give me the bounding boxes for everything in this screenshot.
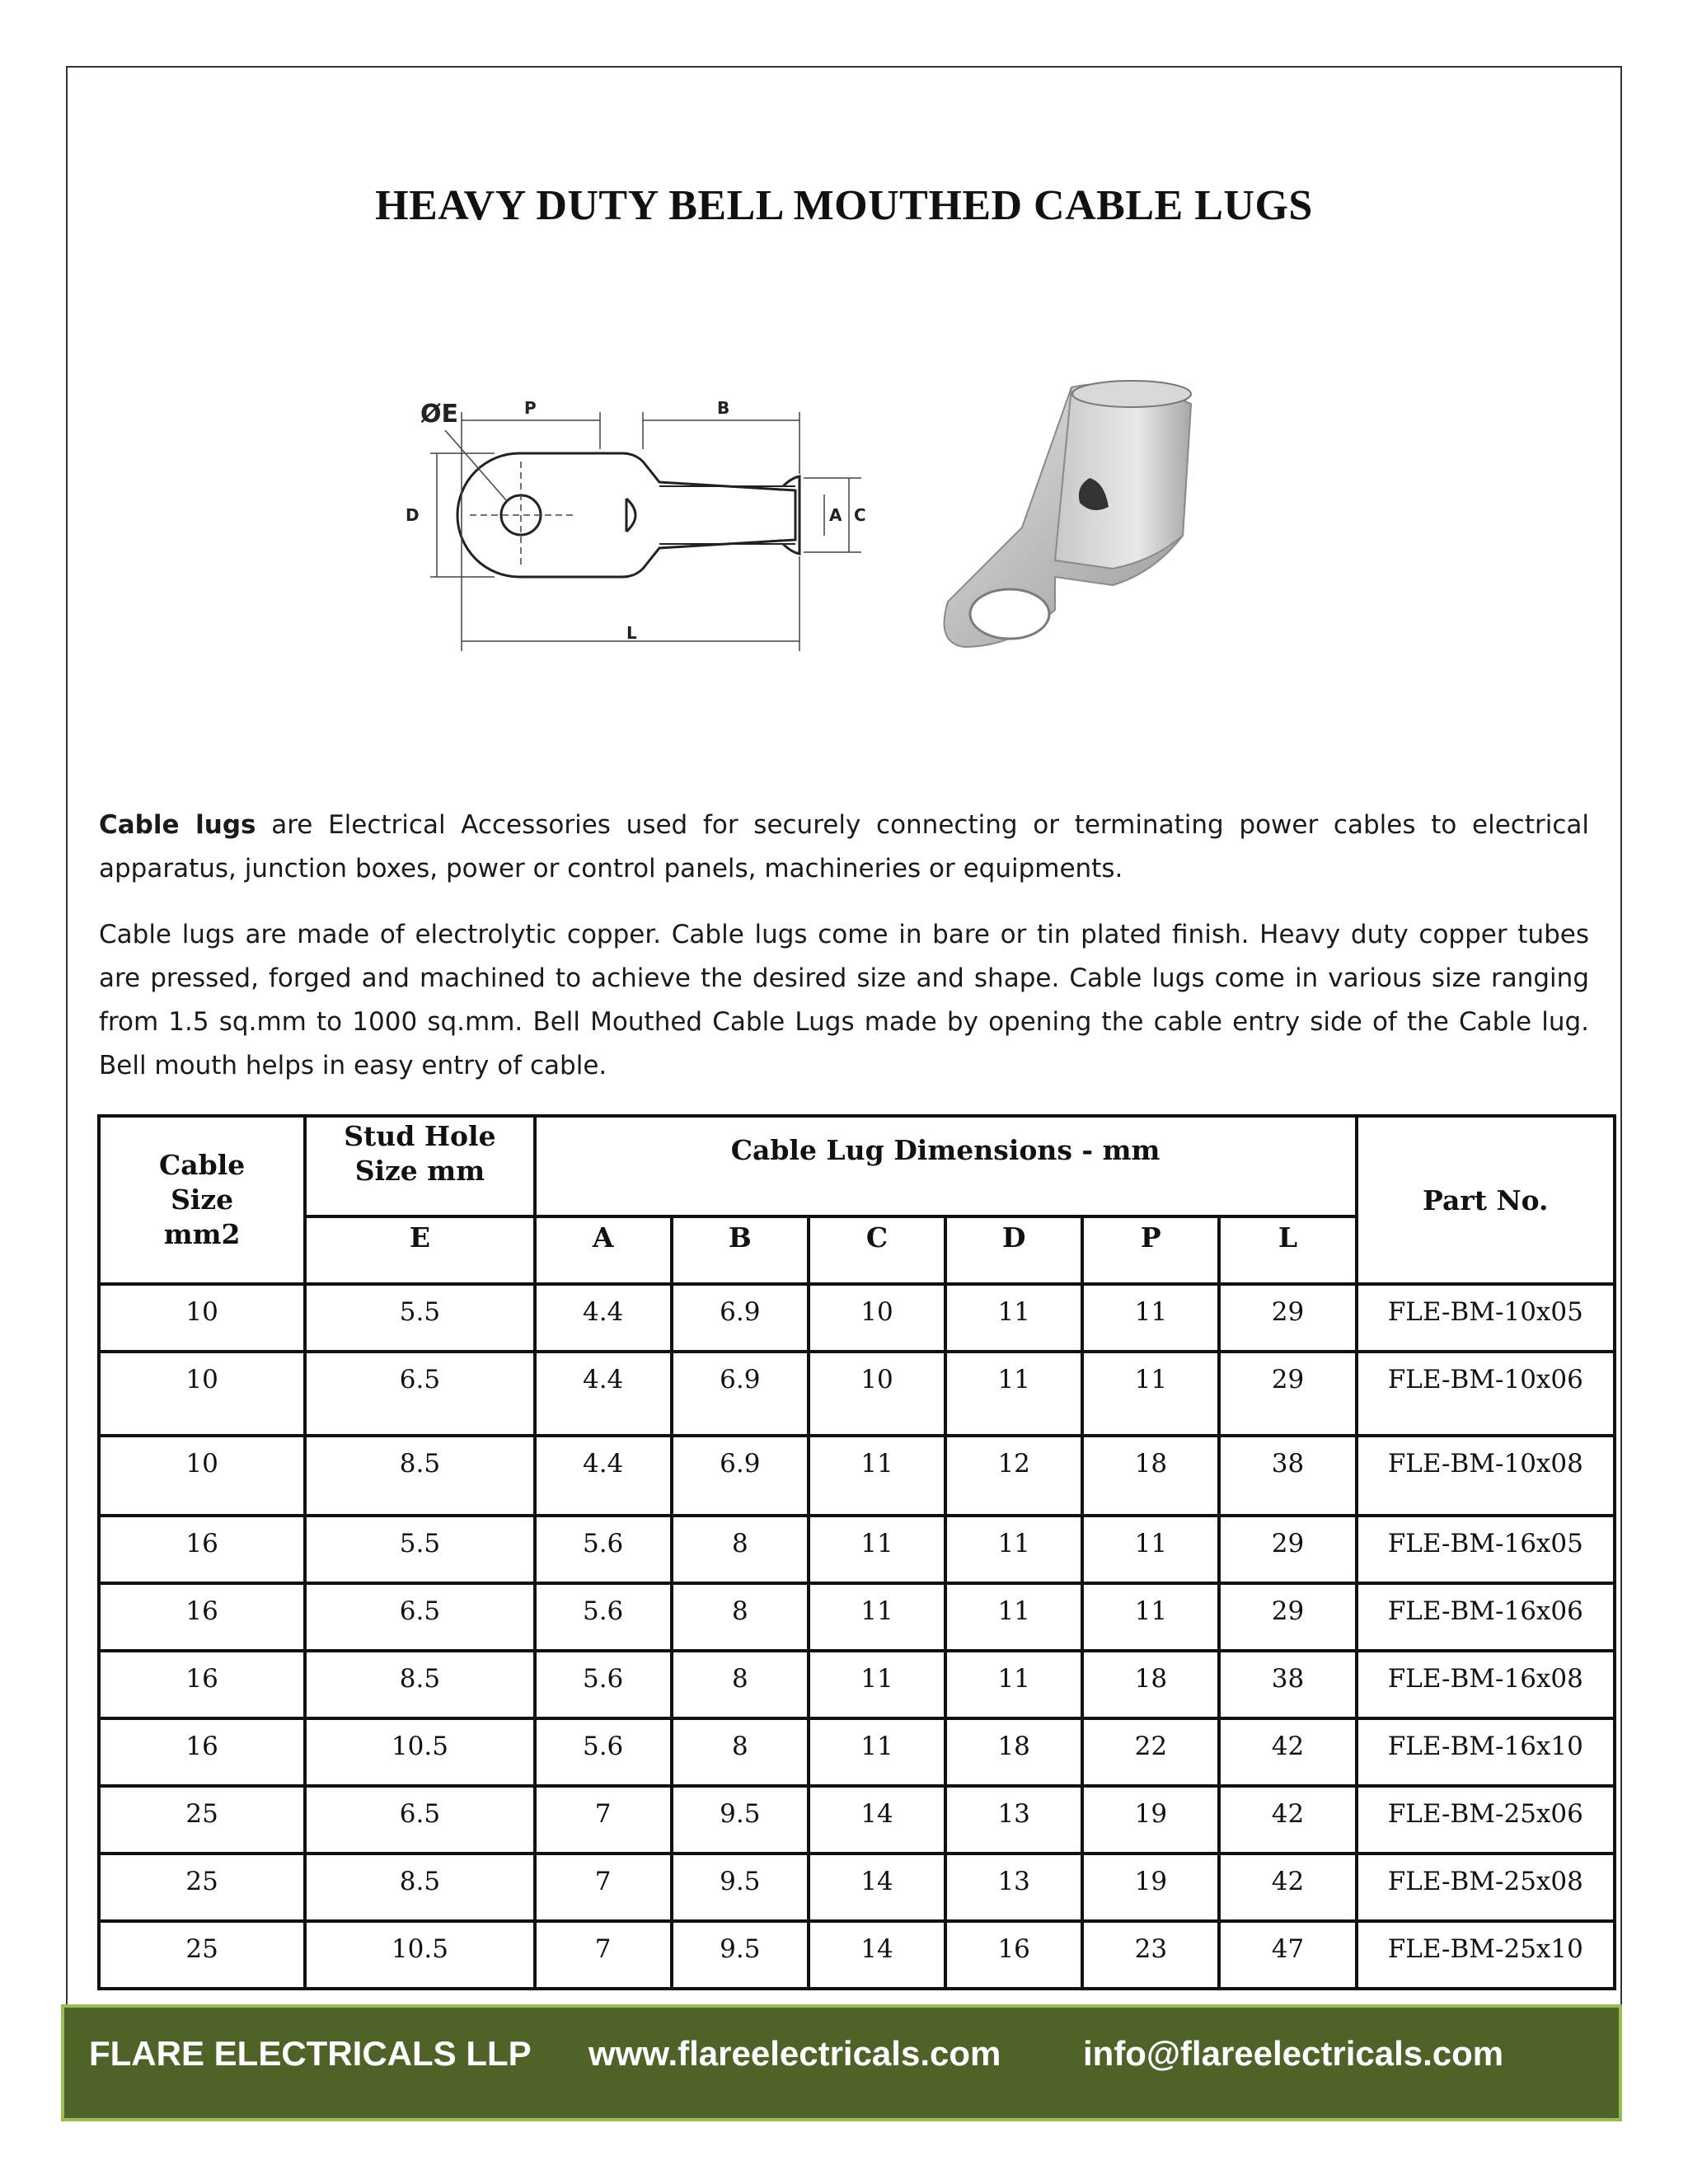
table-row <box>99 1583 1615 1651</box>
part-number-cell: FLE-BM-16x06 <box>1357 1583 1615 1651</box>
intro-paragraph <box>99 804 1589 891</box>
table-cell: 18 <box>1082 1651 1219 1718</box>
table-cell: 11 <box>809 1651 945 1718</box>
table-cell: 13 <box>945 1786 1082 1854</box>
table-cell: 14 <box>809 1786 945 1854</box>
table-cell: 29 <box>1219 1284 1356 1352</box>
table-cell: 8 <box>672 1651 809 1718</box>
table-cell: 8.5 <box>305 1436 534 1516</box>
table-cell: 16 <box>945 1921 1082 1989</box>
label-d: D <box>406 505 420 525</box>
table-cell: 11 <box>945 1352 1082 1436</box>
table-cell: 16 <box>99 1651 305 1718</box>
table-row <box>99 1651 1615 1718</box>
table-cell: 11 <box>1082 1516 1219 1583</box>
footer-company: FLARE ELECTRICALS LLP <box>89 2034 532 2073</box>
label-c: C <box>854 505 866 525</box>
table-cell: 11 <box>1082 1583 1219 1651</box>
page-title: HEAVY DUTY BELL MOUTHED CABLE LUGS <box>375 182 1313 229</box>
table-cell: 25 <box>99 1921 305 1989</box>
cable-lug-photo <box>945 381 1192 647</box>
table-row <box>99 1436 1615 1516</box>
part-number-cell: FLE-BM-10x08 <box>1357 1436 1615 1516</box>
table-cell: 42 <box>1219 1854 1356 1921</box>
header-stud-hole: Stud Hole Size mm <box>305 1116 534 1216</box>
table-cell: 12 <box>945 1436 1082 1516</box>
table-cell: 14 <box>809 1854 945 1921</box>
table-cell: 11 <box>809 1583 945 1651</box>
spec-table <box>97 1114 1616 1990</box>
table-cell: 10.5 <box>305 1718 534 1786</box>
table-cell: 16 <box>99 1583 305 1651</box>
table-cell: 6.5 <box>305 1583 534 1651</box>
table-cell: 11 <box>1082 1352 1219 1436</box>
table-cell: 5.6 <box>535 1516 672 1583</box>
table-cell: 8.5 <box>305 1651 534 1718</box>
table-cell: 19 <box>1082 1854 1219 1921</box>
table-cell: 9.5 <box>672 1921 809 1989</box>
table-cell: 10.5 <box>305 1921 534 1989</box>
footer-website[interactable]: www.flareelectricals.com <box>588 2034 1001 2073</box>
table-cell: 23 <box>1082 1921 1219 1989</box>
table-cell: 6.5 <box>305 1786 534 1854</box>
table-cell: 10 <box>809 1352 945 1436</box>
table-cell: 4.4 <box>535 1436 672 1516</box>
part-number-cell: FLE-BM-25x08 <box>1357 1854 1615 1921</box>
table-cell: 11 <box>809 1516 945 1583</box>
table-row <box>99 1854 1615 1921</box>
header-part-no: Part No. <box>1357 1116 1615 1284</box>
table-cell: 5.6 <box>535 1651 672 1718</box>
table-cell: 11 <box>809 1436 945 1516</box>
table-cell: 4.4 <box>535 1352 672 1436</box>
table-cell: 8 <box>672 1583 809 1651</box>
table-cell: 5.5 <box>305 1284 534 1352</box>
part-number-cell: FLE-BM-16x10 <box>1357 1718 1615 1786</box>
table-cell: 11 <box>809 1718 945 1786</box>
table-cell: 11 <box>945 1516 1082 1583</box>
table-cell: 5.5 <box>305 1516 534 1583</box>
table-cell: 14 <box>809 1921 945 1989</box>
table-cell: 18 <box>945 1718 1082 1786</box>
intro-term: Cable lugs <box>99 810 256 840</box>
table-row <box>99 1352 1615 1436</box>
table-cell: 7 <box>535 1854 672 1921</box>
table-cell: 25 <box>99 1854 305 1921</box>
table-cell: 18 <box>1082 1436 1219 1516</box>
table-cell: 8 <box>672 1516 809 1583</box>
table-cell: 10 <box>99 1436 305 1516</box>
table-cell: 42 <box>1219 1786 1356 1854</box>
table-cell: 13 <box>945 1854 1082 1921</box>
label-p: P <box>524 398 537 418</box>
part-number-cell: FLE-BM-10x05 <box>1357 1284 1615 1352</box>
header-b: B <box>672 1216 809 1284</box>
header-l: L <box>1219 1216 1356 1284</box>
table-row <box>99 1921 1615 1989</box>
table-cell: 10 <box>99 1284 305 1352</box>
table-cell: 29 <box>1219 1352 1356 1436</box>
table-cell: 11 <box>945 1583 1082 1651</box>
cable-lug-figure <box>387 363 1335 725</box>
table-cell: 8 <box>672 1718 809 1786</box>
table-cell: 10 <box>809 1284 945 1352</box>
header-e: E <box>305 1216 534 1284</box>
table-cell: 19 <box>1082 1786 1219 1854</box>
table-row <box>99 1786 1615 1854</box>
footer-email[interactable]: info@flareelectricals.com <box>1083 2034 1504 2073</box>
header-d: D <box>945 1216 1082 1284</box>
header-cable-size: Cable Size mm2 <box>99 1116 305 1284</box>
footer-bar <box>61 2004 1622 2121</box>
table-cell: 22 <box>1082 1718 1219 1786</box>
description-paragraph: Cable lugs are made of electrolytic copper. Cable lugs come in bare or tin plated finish. Heavy duty copper tubes are pressed, forged and machined to achieve the desired size and shape. Cable lugs come in various size ranging from 1.5 sq.mm to 1000 sq.mm. Bell Mouthed Cable Lugs made by opening the cable entry side of the Cable lug. Bell mouth helps in easy entry of cable. <box>99 920 1589 1080</box>
table-cell: 29 <box>1219 1583 1356 1651</box>
intro-text: are Electrical Accessories used for securely connecting or terminating power cables to electrical apparatus, junction boxes, power or control panels, machineries or equipments. <box>99 810 1590 883</box>
table-cell: 9.5 <box>672 1786 809 1854</box>
header-p: P <box>1082 1216 1219 1284</box>
table-cell: 6.5 <box>305 1352 534 1436</box>
table-cell: 9.5 <box>672 1854 809 1921</box>
part-number-cell: FLE-BM-16x08 <box>1357 1651 1615 1718</box>
table-cell: 8.5 <box>305 1854 534 1921</box>
table-row <box>99 1284 1615 1352</box>
table-cell: 6.9 <box>672 1436 809 1516</box>
part-number-cell: FLE-BM-16x05 <box>1357 1516 1615 1583</box>
table-cell: 5.6 <box>535 1583 672 1651</box>
lug-technical-drawing <box>457 453 799 577</box>
table-cell: 38 <box>1219 1651 1356 1718</box>
table-cell: 11 <box>1082 1284 1219 1352</box>
label-hole-diameter: ØE <box>420 400 458 429</box>
table-cell: 29 <box>1219 1516 1356 1583</box>
table-row <box>99 1718 1615 1786</box>
table-cell: 42 <box>1219 1718 1356 1786</box>
header-dimensions: Cable Lug Dimensions - mm <box>535 1116 1357 1216</box>
header-c: C <box>809 1216 945 1284</box>
table-cell: 6.9 <box>672 1352 809 1436</box>
table-cell: 11 <box>945 1651 1082 1718</box>
table-cell: 6.9 <box>672 1284 809 1352</box>
label-b: B <box>717 398 730 418</box>
table-cell: 47 <box>1219 1921 1356 1989</box>
label-l: L <box>626 623 637 643</box>
table-cell: 4.4 <box>535 1284 672 1352</box>
table-cell: 10 <box>99 1352 305 1436</box>
part-number-cell: FLE-BM-25x10 <box>1357 1921 1615 1989</box>
table-cell: 11 <box>945 1284 1082 1352</box>
table-cell: 16 <box>99 1516 305 1583</box>
table-cell: 7 <box>535 1921 672 1989</box>
part-number-cell: FLE-BM-10x06 <box>1357 1352 1615 1436</box>
table-row <box>99 1516 1615 1583</box>
table-cell: 38 <box>1219 1436 1356 1516</box>
table-cell: 25 <box>99 1786 305 1854</box>
dimension-lines <box>430 412 861 651</box>
table-cell: 16 <box>99 1718 305 1786</box>
table-cell: 5.6 <box>535 1718 672 1786</box>
part-number-cell: FLE-BM-25x06 <box>1357 1786 1615 1854</box>
table-cell: 7 <box>535 1786 672 1854</box>
label-a: A <box>829 505 842 525</box>
header-a: A <box>535 1216 672 1284</box>
